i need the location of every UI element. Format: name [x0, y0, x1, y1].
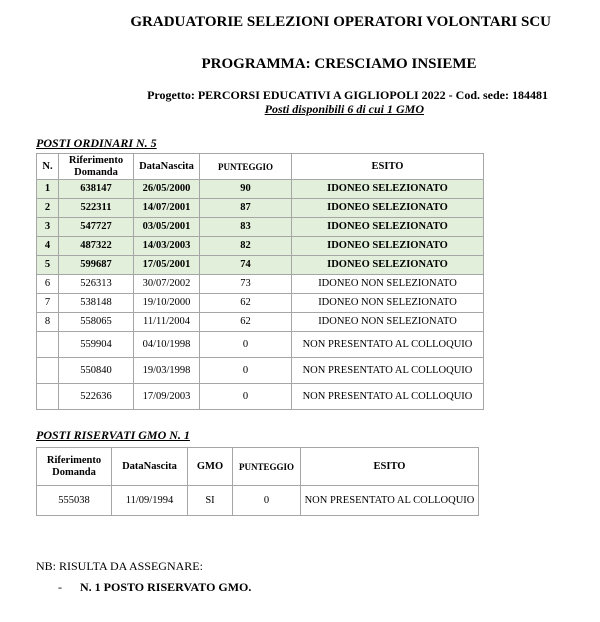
section-title-gmo: POSTI RISERVATI GMO N. 1 — [36, 428, 190, 442]
cell-datanascita: 17/09/2003 — [134, 384, 200, 410]
col-header-datanascita: DataNascita — [134, 154, 200, 180]
cell-esito: IDONEO SELEZIONATO — [292, 218, 484, 237]
cell-esito: IDONEO NON SELEZIONATO — [292, 313, 484, 332]
cell-n: 5 — [37, 256, 59, 275]
cell-punteggio: 73 — [200, 275, 292, 294]
col-header-punteggio: PUNTEGGIO — [200, 154, 292, 180]
nb-list-item — [58, 580, 251, 595]
list-dash: - — [58, 580, 62, 594]
col-header-datanascita: DataNascita — [112, 448, 188, 486]
table-row — [37, 237, 484, 256]
cell-datanascita: 30/07/2002 — [134, 275, 200, 294]
cell-esito: IDONEO NON SELEZIONATO — [292, 275, 484, 294]
cell-esito: NON PRESENTATO AL COLLOQUIO — [292, 384, 484, 410]
cell-esito: NON PRESENTATO AL COLLOQUIO — [301, 486, 479, 516]
cell-n: 1 — [37, 180, 59, 199]
cell-riferimento: 547727 — [59, 218, 134, 237]
cell-datanascita: 04/10/1998 — [134, 332, 200, 358]
cell-datanascita: 19/03/1998 — [134, 358, 200, 384]
cell-esito: IDONEO SELEZIONATO — [292, 256, 484, 275]
cell-n: 3 — [37, 218, 59, 237]
cell-datanascita: 14/07/2001 — [134, 199, 200, 218]
cell-punteggio: 62 — [200, 294, 292, 313]
cell-riferimento: 487322 — [59, 237, 134, 256]
posti-disponibili: Posti disponibili 6 di cui 1 GMO — [264, 102, 424, 116]
cell-n: 4 — [37, 237, 59, 256]
col-header-riferimento: Riferimento Domanda — [59, 154, 134, 180]
cell-esito: IDONEO SELEZIONATO — [292, 237, 484, 256]
cell-punteggio: 87 — [200, 199, 292, 218]
cell-datanascita: 19/10/2000 — [134, 294, 200, 313]
table-row — [37, 294, 484, 313]
cell-riferimento: 558065 — [59, 313, 134, 332]
table-row — [37, 332, 484, 358]
cell-riferimento: 638147 — [59, 180, 134, 199]
progetto-line: Progetto: PERCORSI EDUCATIVI A GIGLIOPOLI 2022 - Cod. sede: 184481 — [147, 88, 548, 102]
programma-title: PROGRAMMA: CRESCIAMO INSIEME — [201, 56, 477, 72]
table-row — [37, 218, 484, 237]
cell-punteggio: 90 — [200, 180, 292, 199]
col-header-n: N. — [37, 154, 59, 180]
table-header-row — [37, 154, 484, 180]
page-title: GRADUATORIE SELEZIONI OPERATORI VOLONTARI SCU — [130, 14, 551, 30]
cell-esito: NON PRESENTATO AL COLLOQUIO — [292, 358, 484, 384]
cell-punteggio: 0 — [200, 358, 292, 384]
cell-punteggio: 82 — [200, 237, 292, 256]
cell-datanascita: 11/09/1994 — [112, 486, 188, 516]
cell-riferimento: 526313 — [59, 275, 134, 294]
gmo-table — [36, 447, 479, 516]
cell-n — [37, 384, 59, 410]
cell-n: 7 — [37, 294, 59, 313]
nb-note: NB: RISULTA DA ASSEGNARE: — [36, 559, 203, 573]
col-header-esito: ESITO — [292, 154, 484, 180]
cell-punteggio: 0 — [233, 486, 301, 516]
cell-riferimento: 599687 — [59, 256, 134, 275]
cell-datanascita: 17/05/2001 — [134, 256, 200, 275]
cell-esito: IDONEO NON SELEZIONATO — [292, 294, 484, 313]
cell-n: 8 — [37, 313, 59, 332]
cell-riferimento: 522311 — [59, 199, 134, 218]
cell-n — [37, 332, 59, 358]
cell-punteggio: 0 — [200, 384, 292, 410]
table-row — [37, 180, 484, 199]
table-row — [37, 313, 484, 332]
col-header-punteggio: PUNTEGGIO — [233, 448, 301, 486]
cell-n — [37, 358, 59, 384]
cell-n: 2 — [37, 199, 59, 218]
cell-punteggio: 74 — [200, 256, 292, 275]
ordinari-table — [36, 153, 484, 410]
cell-punteggio: 62 — [200, 313, 292, 332]
cell-punteggio: 83 — [200, 218, 292, 237]
table-row — [37, 384, 484, 410]
table-header-row — [37, 448, 479, 486]
cell-datanascita: 03/05/2001 — [134, 218, 200, 237]
cell-n: 6 — [37, 275, 59, 294]
table-row — [37, 275, 484, 294]
table-row — [37, 486, 479, 516]
section-title-ordinari: POSTI ORDINARI N. 5 — [36, 136, 157, 150]
cell-esito: NON PRESENTATO AL COLLOQUIO — [292, 332, 484, 358]
col-header-gmo: GMO — [188, 448, 233, 486]
cell-datanascita: 11/11/2004 — [134, 313, 200, 332]
col-header-riferimento: Riferimento Domanda — [37, 448, 112, 486]
cell-gmo: SI — [188, 486, 233, 516]
cell-riferimento: 559904 — [59, 332, 134, 358]
table-row — [37, 199, 484, 218]
cell-datanascita: 14/03/2003 — [134, 237, 200, 256]
cell-esito: IDONEO SELEZIONATO — [292, 180, 484, 199]
cell-riferimento: 522636 — [59, 384, 134, 410]
col-header-esito: ESITO — [301, 448, 479, 486]
cell-punteggio: 0 — [200, 332, 292, 358]
nb-item-text: N. 1 POSTO RISERVATO GMO. — [80, 580, 252, 594]
table-row — [37, 256, 484, 275]
cell-riferimento: 538148 — [59, 294, 134, 313]
cell-riferimento: 555038 — [37, 486, 112, 516]
cell-riferimento: 550840 — [59, 358, 134, 384]
cell-datanascita: 26/05/2000 — [134, 180, 200, 199]
cell-esito: IDONEO SELEZIONATO — [292, 199, 484, 218]
table-row — [37, 358, 484, 384]
